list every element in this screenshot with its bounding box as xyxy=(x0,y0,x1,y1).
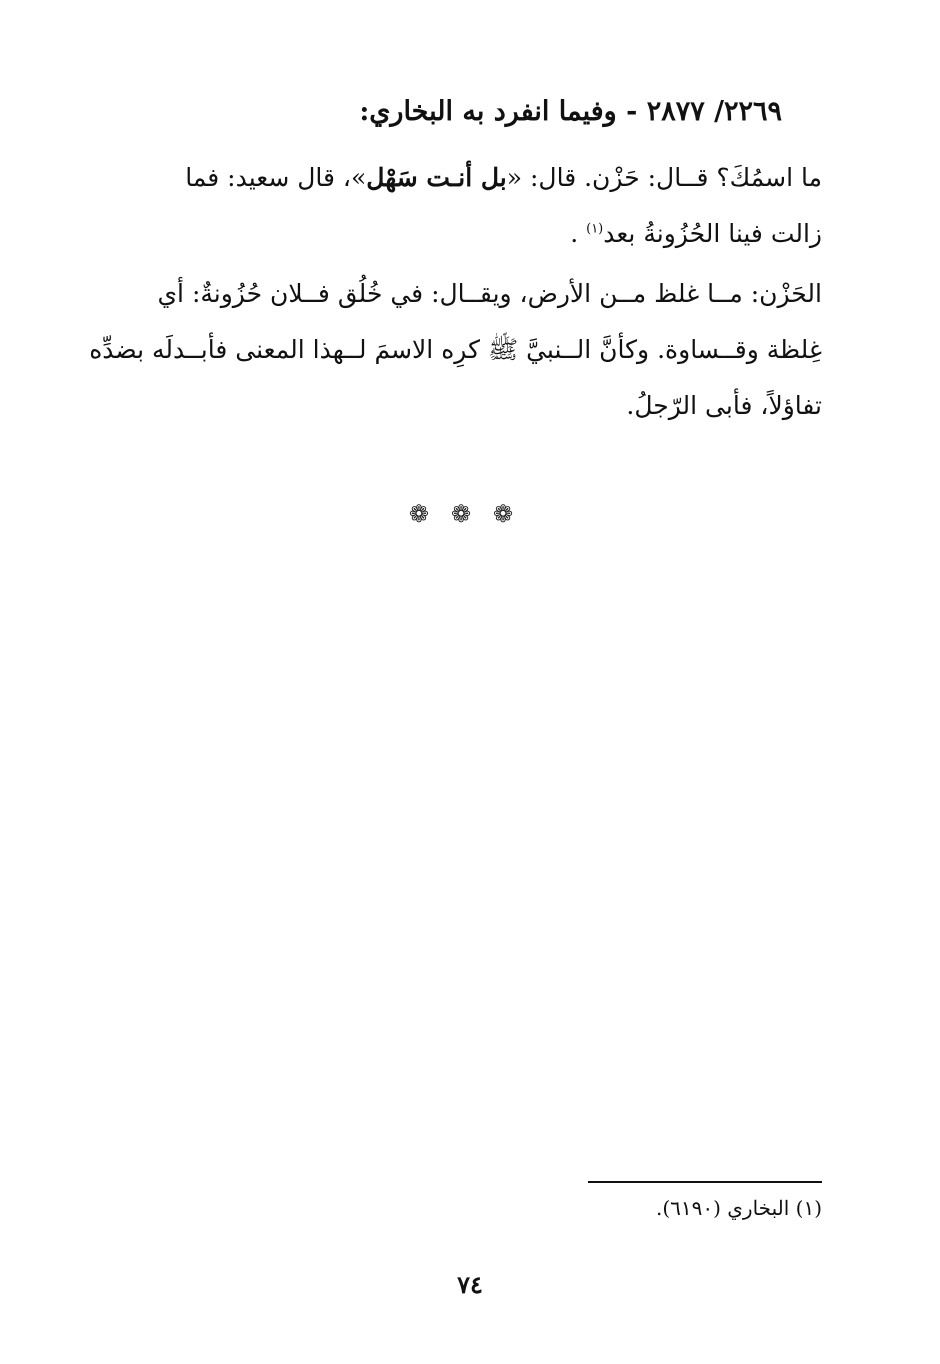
hadith-line-2 xyxy=(102,206,822,262)
footnote-reference[interactable]: (١) xyxy=(586,221,604,237)
footnote-separator xyxy=(588,1181,822,1183)
section-divider xyxy=(0,500,940,528)
hadith-text xyxy=(102,150,822,262)
footnote: (١) البخاري (٦١٩٠). xyxy=(655,1196,822,1220)
commentary-line-1: الحَزْن: مــا غلظ مــن الأرض، ويقــال: في خُلُق فــلان حُزُونةٌ: أي xyxy=(157,279,822,308)
hadith-line-1 xyxy=(102,150,822,206)
ornament-icon: ❁ xyxy=(493,500,532,528)
hadith-line-2-text: زالت فينا الحُزُونةُ بعد xyxy=(603,219,822,248)
hadith-line-1-end: »، قال سعيد: فما xyxy=(185,163,367,192)
hadith-line-2-end: . xyxy=(570,219,587,248)
quoted-phrase: بل أنـت سَهْل xyxy=(366,163,507,192)
commentary-line-3: تفاؤلاً، فأبى الرّجلُ. xyxy=(626,391,822,420)
hadith-line-1-start: ما اسمُكَ؟ قــال: حَزْن. قال: « xyxy=(506,163,822,192)
ornament-icon: ❁ xyxy=(450,500,490,528)
ornament-icon: ❁ xyxy=(408,500,447,528)
hadith-heading: ٢٢٦٩/ ٢٨٧٧ - وفيما انفرد به البخاري: xyxy=(359,96,782,127)
page-number: ٧٤ xyxy=(457,1270,483,1299)
commentary-line-2: غِلظة وقــساوة. وكأنَّ الــنبيَّ ﷺ كرِه الاسمَ لــهذا المعنى فأبــدلَه بضدِّه xyxy=(89,335,822,364)
commentary-text xyxy=(89,266,822,434)
